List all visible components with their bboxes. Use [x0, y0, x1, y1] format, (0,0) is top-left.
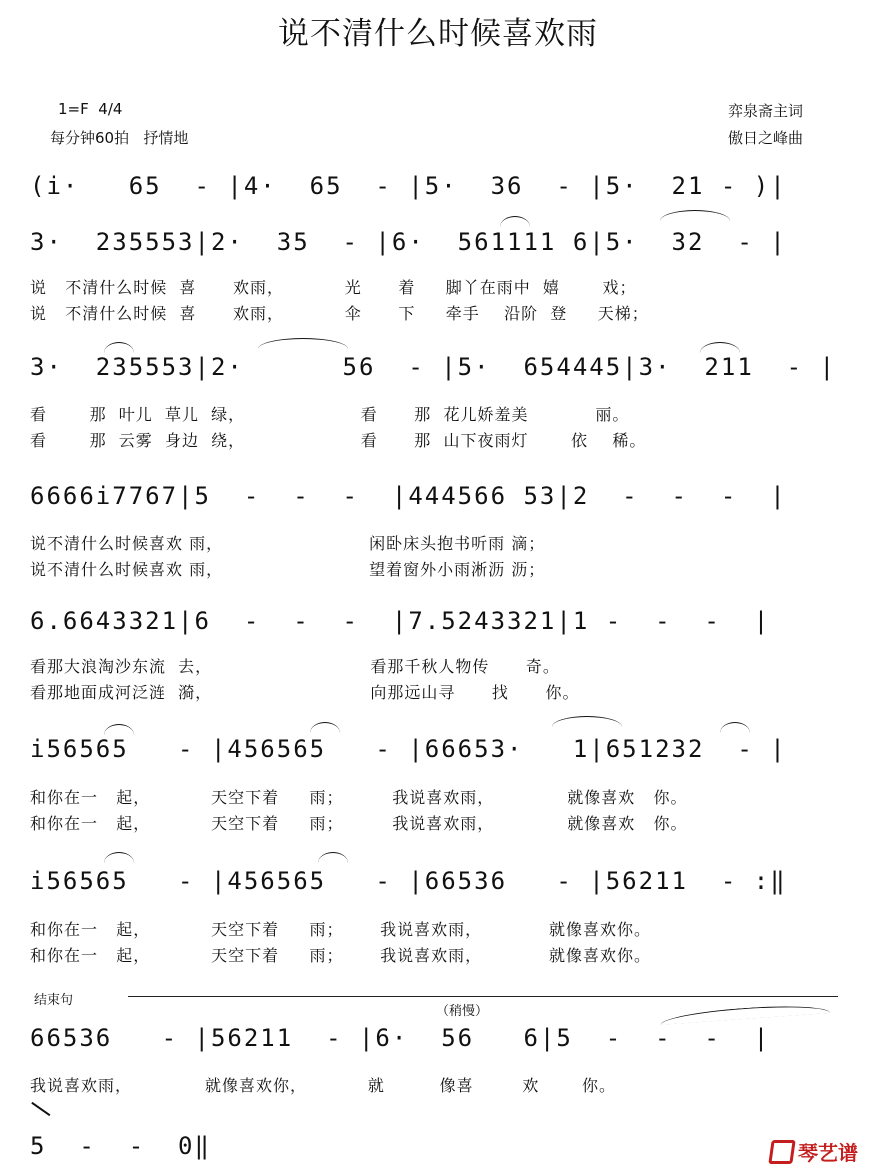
lyric-line: 看 那 云雾 身边 绕， 看 那 山下夜雨灯 依 稀。	[30, 431, 647, 450]
slur	[552, 716, 622, 727]
tempo-marking: 每分钟60拍 抒情地	[50, 129, 189, 147]
lyric-line: 和你在一 起， 天空下着 雨； 我说喜欢雨， 就像喜欢 你。	[30, 788, 688, 807]
lyric-line: 我说喜欢雨， 就像喜欢你， 就 像喜 欢 你。	[30, 1076, 616, 1095]
lyric-line: 看 那 叶儿 草儿 绿， 看 那 花儿娇羞美 丽。	[30, 405, 630, 424]
notation-line: 66536 - |56211 - |6· 56 6|5 - - - |	[30, 1024, 771, 1052]
notation-line: i56565 - |456565 - |66536 - |56211 - :‖	[30, 867, 787, 895]
notation-line: 6.6643321|6 - - - |7.5243321|1 - - - |	[30, 607, 771, 635]
slur	[310, 722, 340, 733]
lyric-line: 和你在一 起， 天空下着 雨； 我说喜欢雨， 就像喜欢你。	[30, 946, 652, 965]
logo-icon	[768, 1140, 795, 1164]
tempo-change: （稍慢）	[436, 1004, 489, 1019]
coda-label: 结束句	[34, 993, 74, 1008]
slur	[104, 342, 134, 353]
site-watermark: 琴艺谱	[798, 1141, 858, 1165]
key-signature: 1=F 4/4	[58, 100, 123, 118]
notation-line: 3· 235553|2· 35 - |6· 561111 6|5· 32 - |	[30, 228, 787, 256]
slur	[660, 1002, 830, 1025]
lyric-line: 和你在一 起， 天空下着 雨； 我说喜欢雨， 就像喜欢 你。	[30, 814, 688, 833]
lyric-line: 和你在一 起， 天空下着 雨； 我说喜欢雨， 就像喜欢你。	[30, 920, 652, 939]
lyric-line: 看那大浪淘沙东流 去， 看那千秋人物传 奇。	[30, 657, 560, 676]
coda-bracket-line	[128, 996, 838, 997]
notation-line: i56565 - |456565 - |66653· 1|651232 - |	[30, 735, 787, 763]
slur	[720, 722, 750, 733]
page-title: 说不清什么时候喜欢雨	[278, 16, 598, 52]
notation-line: 5 - - 0‖	[30, 1132, 211, 1160]
tie-mark	[32, 1102, 51, 1116]
slur	[104, 724, 134, 735]
slur	[104, 852, 134, 863]
notation-line: 3· 235553|2· 56 - |5· 654445|3· 211 - |	[30, 353, 837, 381]
lyricist-credit: 弈泉斋主词	[728, 102, 804, 120]
slur	[500, 216, 530, 227]
slur	[318, 852, 348, 863]
composer-credit: 傲日之峰曲	[728, 129, 804, 147]
lyric-line: 说 不清什么时候 喜 欢雨， 伞 下 牵手 沿阶 登 天梯；	[30, 304, 649, 323]
lyric-line: 看那地面成河泛涟 漪， 向那远山寻 找 你。	[30, 683, 580, 702]
notation-line: (i· 65 - |4· 65 - |5· 36 - |5· 21 - )|	[30, 172, 787, 200]
lyric-line: 说不清什么时候喜欢 雨， 望着窗外小雨淅沥 沥；	[30, 560, 546, 579]
lyric-line: 说不清什么时候喜欢 雨， 闲卧床头抱书听雨 滴；	[30, 534, 546, 553]
lyric-line: 说 不清什么时候 喜 欢雨， 光 着 脚丫在雨中 嬉 戏；	[30, 278, 637, 297]
notation-line: 6666i7767|5 - - - |444566 53|2 - - - |	[30, 482, 787, 510]
slur	[258, 338, 348, 349]
slur	[700, 342, 740, 353]
slur	[660, 210, 730, 221]
